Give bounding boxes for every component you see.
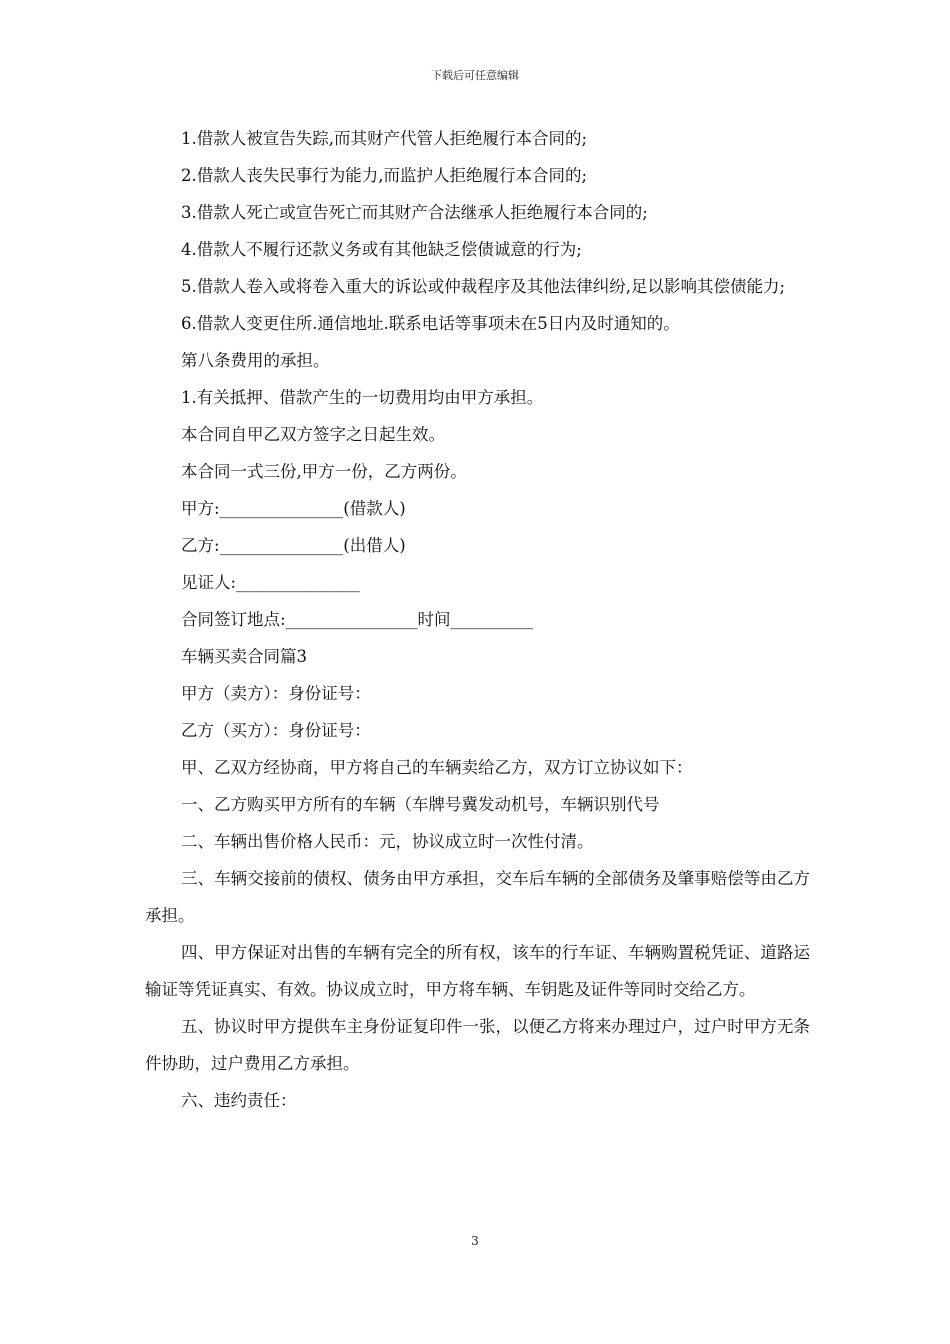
agreement-intro: 甲、乙双方经协商，甲方将自己的车辆卖给乙方，双方订立协议如下： xyxy=(181,758,693,777)
clause-5: 5.借款人卷入或将卷入重大的诉讼或仲裁程序及其他法律纠纷,足以影响其偿债能力; xyxy=(181,277,786,296)
clause-2: 2.借款人丧失民事行为能力,而监护人拒绝履行本合同的; xyxy=(181,166,588,185)
seller-id: 甲方（卖方）：身份证号： xyxy=(181,684,371,703)
term-4: 四、甲方保证对出售的车辆有完全的所有权，该车的行车证、车辆购置税凭证、道路运输证等凭证真实、有效。协议成立时，甲方将车辆、车钥匙及证件等同时交给乙方。 xyxy=(145,943,810,999)
document-body xyxy=(145,120,810,1119)
page-number: 3 xyxy=(471,1234,479,1248)
section-title: 车辆买卖合同篇3 xyxy=(181,647,307,666)
article-8-heading: 第八条费用的承担。 xyxy=(181,351,330,370)
term-3: 三、车辆交接前的债权、债务由甲方承担，交车后车辆的全部债务及肇事赔偿等由乙方承担。 xyxy=(145,869,810,925)
term-6: 六、违约责任： xyxy=(181,1091,297,1110)
term-5: 五、协议时甲方提供车主身份证复印件一张，以便乙方将来办理过户，过户时甲方无条件协助，过户费用乙方承担。 xyxy=(145,1017,810,1073)
effective-clause: 本合同自甲乙双方签字之日起生效。 xyxy=(181,425,445,444)
clause-1: 1.借款人被宣告失踪,而其财产代管人拒绝履行本合同的; xyxy=(181,129,588,148)
party-a-signature: 甲方:_______________(借款人) xyxy=(181,499,406,518)
term-2: 二、车辆出售价格人民币：元，协议成立时一次性付清。 xyxy=(181,832,594,851)
copies-clause: 本合同一式三份,甲方一份，乙方两份。 xyxy=(181,462,467,481)
clause-4: 4.借款人不履行还款义务或有其他缺乏偿债诚意的行为; xyxy=(181,240,582,259)
article-8-item-1: 1.有关抵押、借款产生的一切费用均由甲方承担。 xyxy=(181,388,544,407)
page-header: 下载后可任意编辑 xyxy=(431,69,519,82)
buyer-id: 乙方（买方）：身份证号： xyxy=(181,721,371,740)
clause-6: 6.借款人变更住所.通信地址.联系电话等事项未在5日内及时通知的。 xyxy=(181,314,680,333)
party-b-signature: 乙方:_______________(出借人) xyxy=(181,536,406,555)
witness-signature: 见证人:_______________ xyxy=(181,573,360,592)
signing-place-time: 合同签订地点:________________时间__________ xyxy=(181,610,534,629)
clause-3: 3.借款人死亡或宣告死亡而其财产合法继承人拒绝履行本合同的; xyxy=(181,203,648,222)
term-1: 一、乙方购买甲方所有的车辆（车牌号冀发动机号，车辆识别代号 xyxy=(181,795,660,814)
